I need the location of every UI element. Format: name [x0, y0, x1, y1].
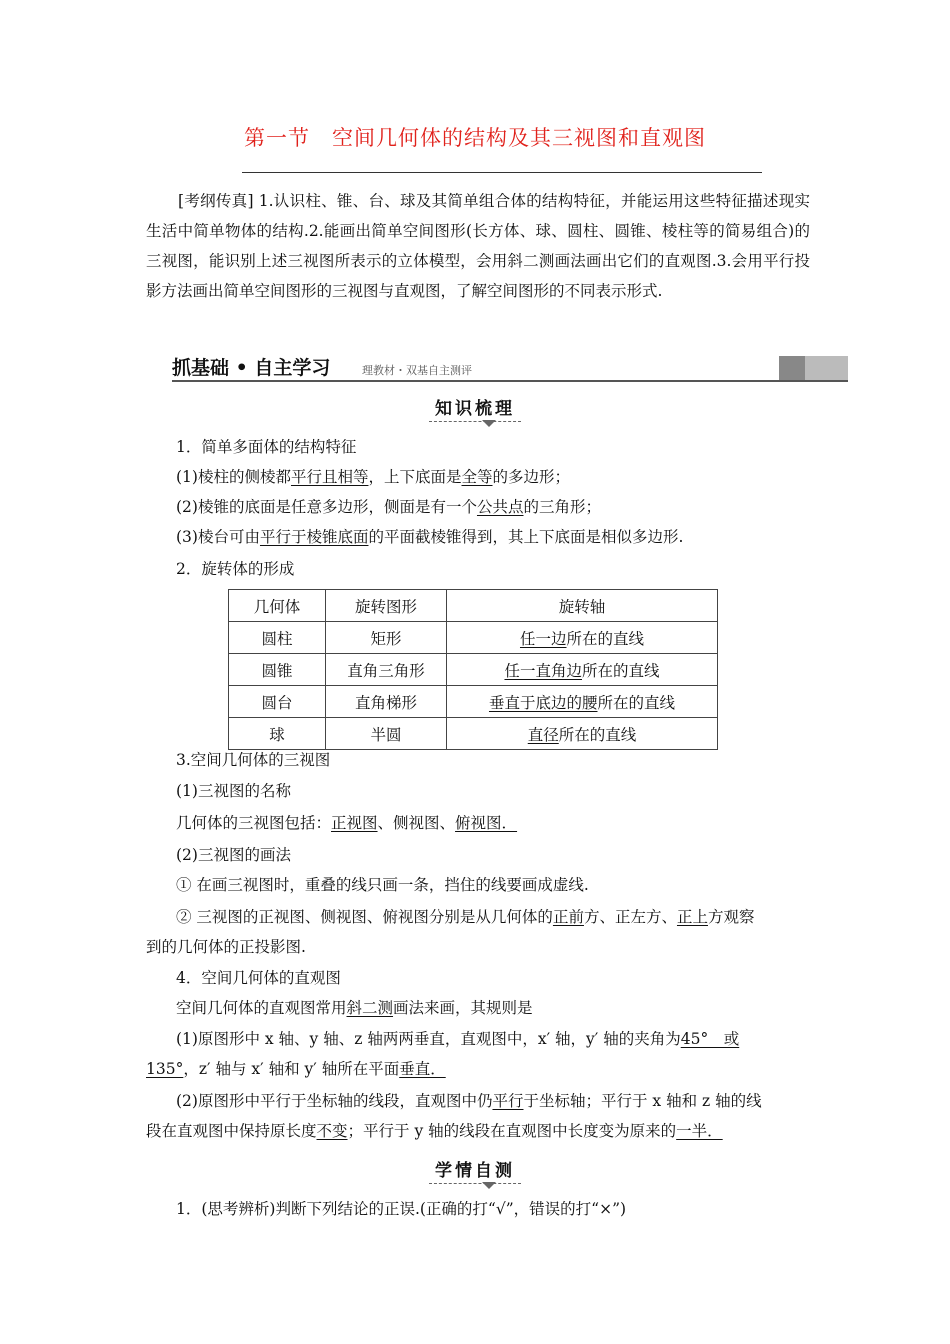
banner-subtitle: 理教材・双基自主测评 — [362, 364, 472, 377]
table-row: 圆锥 直角三角形 任一直角边所在的直线 — [229, 654, 718, 686]
answer-blank: 任一直角边 — [504, 661, 582, 680]
page-title — [0, 122, 950, 152]
section-number: 第一节 — [244, 126, 310, 150]
answer-blank: 正视图 — [331, 814, 378, 832]
answer-blank: 不变 — [316, 1122, 348, 1140]
s4-rule2: (2)原图形中平行于坐标轴的线段，直观图中仍平行于坐标轴；平行于 x 轴和 z 轴的线 — [176, 1092, 762, 1110]
heading-arrow-icon — [482, 1182, 496, 1189]
s3-c1: ① 在画三视图时，重叠的线只画一条，挡住的线要画成虚线. — [176, 876, 589, 894]
banner-block-dark — [779, 356, 805, 380]
s3-heading: 3.空间几何体的三视图 — [176, 751, 331, 769]
rotation-solids-table — [228, 589, 718, 750]
answer-blank: 公共点 — [476, 498, 524, 516]
banner-rule — [172, 380, 848, 382]
s4-heading: 4．空间几何体的直观图 — [176, 969, 341, 987]
s1-line2: (2)棱锥的底面是任意多边形，侧面是有一个公共点的三角形； — [176, 498, 601, 516]
s3-includes: 几何体的三视图包括：正视图、侧视图、俯视图． — [176, 814, 518, 832]
s4-rule1: (1)原图形中 x 轴、y 轴、z 轴两两垂直，直观图中，x′ 轴，y′ 轴的夹角为45° 或 — [176, 1030, 740, 1048]
self-test-heading: 学情自测 — [0, 1156, 950, 1181]
answer-blank: 垂直． — [399, 1060, 446, 1078]
s3-n2: (2)三视图的画法 — [176, 846, 291, 864]
answer-blank: 斜二测 — [346, 999, 394, 1017]
answer-blank: 正上 — [676, 908, 708, 926]
s3-c2-cont: 到的几何体的正投影图. — [146, 938, 306, 956]
s1-heading: 1．简单多面体的结构特征 — [176, 438, 357, 456]
question-1: 1．(思考辨析)判断下列结论的正误.(正确的打“√”，错误的打“×”) — [176, 1200, 627, 1218]
answer-blank: 135° — [146, 1060, 184, 1078]
answer-blank: 俯视图． — [455, 814, 518, 832]
section-banner — [172, 356, 848, 382]
s3-n1: (1)三视图的名称 — [176, 782, 291, 800]
answer-blank: 全等 — [461, 468, 493, 486]
title-divider — [242, 172, 762, 173]
answer-blank: 一半． — [676, 1122, 723, 1140]
answer-blank: 平行于棱锥底面 — [259, 528, 369, 546]
s1-line3: (3)棱台可由平行于棱锥底面的平面截棱锥得到，其上下底面是相似多边形. — [176, 528, 684, 546]
table-header: 旋转图形 — [326, 590, 447, 622]
banner-title: 抓基础 • 自主学习 — [172, 357, 331, 379]
table-row: 圆台 直角梯形 垂直于底边的腰所在的直线 — [229, 686, 718, 718]
answer-blank: 正前 — [552, 908, 584, 926]
answer-blank: 直径 — [527, 725, 559, 744]
knowledge-heading: 知识梳理 — [0, 394, 950, 419]
s4-intro: 空间几何体的直观图常用斜二测画法来画，其规则是 — [176, 999, 533, 1017]
answer-blank: 45° 或 — [680, 1030, 740, 1048]
syllabus-text: 1.认识柱、锥、台、球及其简单组合体的结构特征，并能运用这些特征描述现实生活中简单物体的结构.2.能画出简单空间图形(长方体、球、圆柱、圆锥、棱柱等的简易组合)的三视图，能识别上述三视图所表示的立体模型，会用斜二测画法画出它们的直观图.3.会用平行投影方法画出简单空间图形的三视图与直观图，了解空间图形的不同表示形式. — [146, 192, 810, 300]
banner-block-light — [805, 356, 848, 380]
table-row: 圆柱 矩形 任一边所在的直线 — [229, 622, 718, 654]
s4-rule2-cont: 段在直观图中保持原长度不变；平行于 y 轴的线段在直观图中长度变为原来的一半． — [146, 1122, 723, 1140]
syllabus-label: [考纲传真] — [178, 192, 254, 210]
answer-blank: 平行 — [492, 1092, 524, 1110]
table-header-row — [229, 590, 718, 622]
answer-blank: 垂直于底边的腰 — [488, 693, 598, 712]
s2-heading: 2．旋转体的形成 — [176, 560, 295, 578]
table-header: 旋转轴 — [447, 590, 718, 622]
answer-blank: 平行且相等 — [290, 468, 369, 486]
syllabus-paragraph — [146, 186, 810, 306]
heading-arrow-icon — [482, 420, 496, 427]
table-header: 几何体 — [229, 590, 326, 622]
s3-c2: ② 三视图的正视图、侧视图、俯视图分别是从几何体的正前方、正左方、正上方观察 — [176, 908, 755, 926]
s4-rule1-cont: 135°，z′ 轴与 x′ 轴和 y′ 轴所在平面垂直． — [146, 1060, 446, 1078]
answer-blank: 任一边 — [519, 629, 567, 648]
section-title: 空间几何体的结构及其三视图和直观图 — [332, 126, 706, 150]
table-row: 球 半圆 直径所在的直线 — [229, 718, 718, 750]
s1-line1: (1)棱柱的侧棱都平行且相等，上下底面是全等的多边形； — [176, 468, 571, 486]
